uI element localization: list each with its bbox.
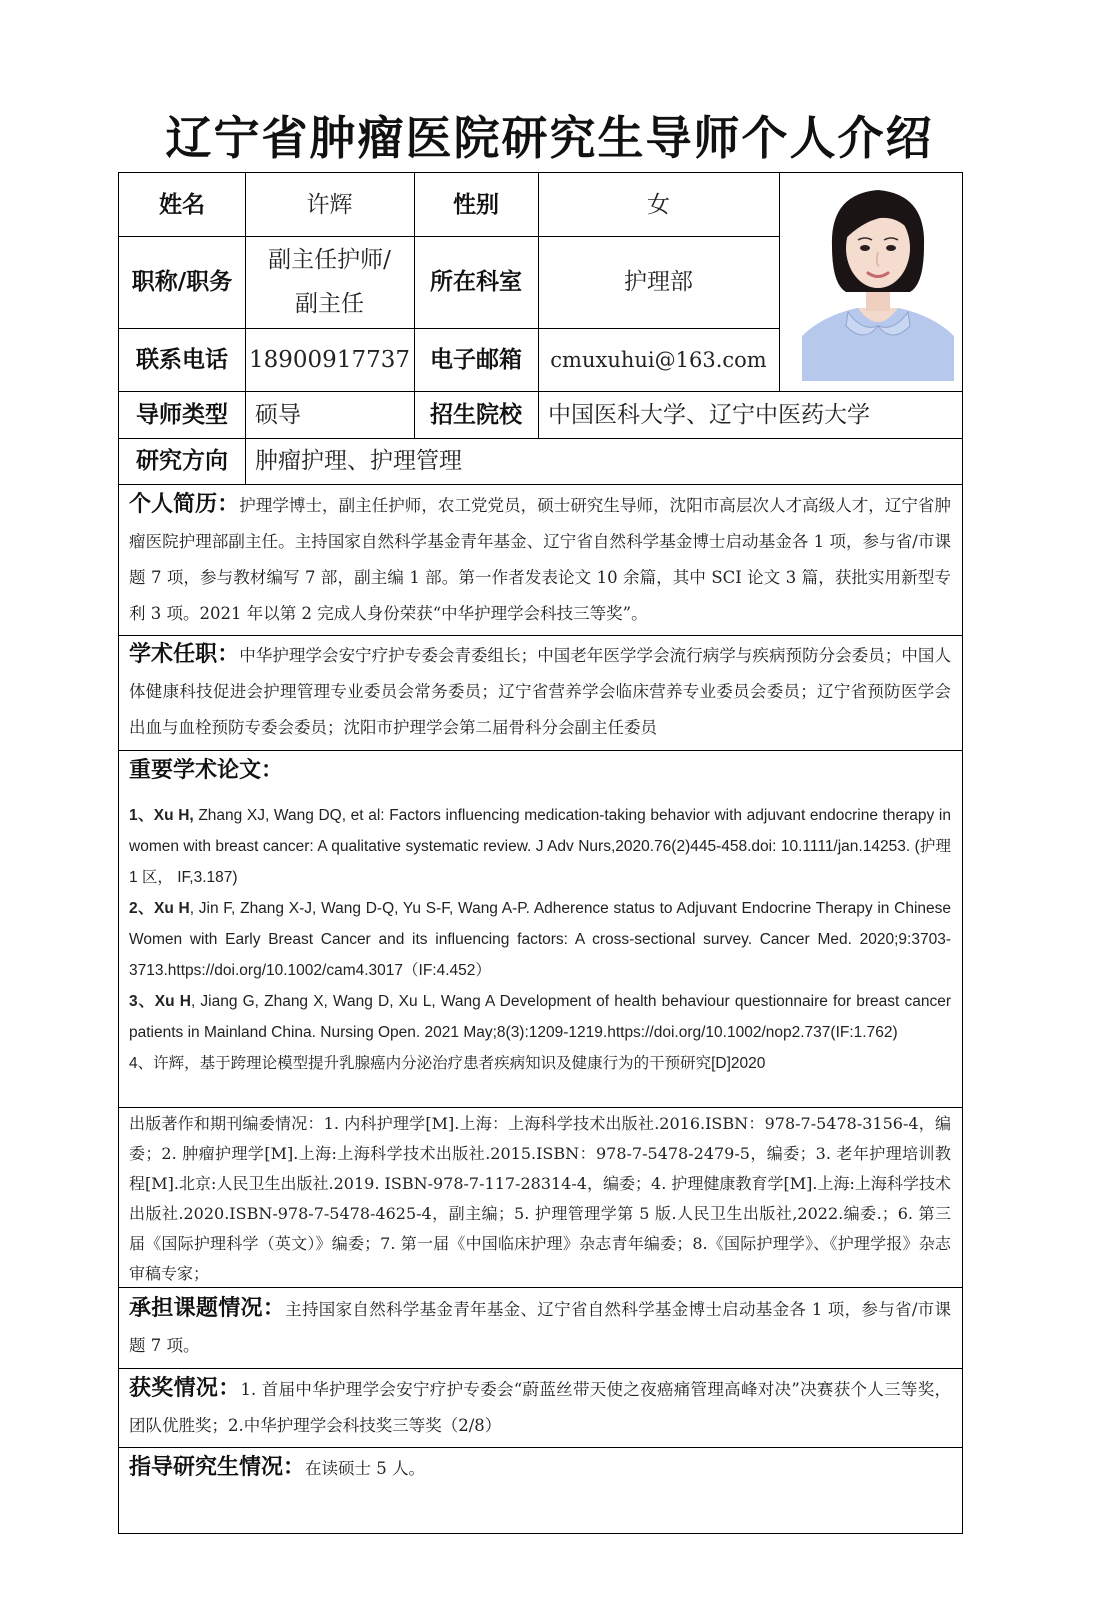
email-value: cmuxuhui@163.com xyxy=(550,347,767,372)
tutor-type-value: 硕导 xyxy=(255,401,301,428)
school-value: 中国医科大学、辽宁中医药大学 xyxy=(548,401,870,428)
paper-item: 4、许辉，基于跨理论模型提升乳腺癌内分泌治疗患者疾病知识及健康行为的干预研究[D]2020 xyxy=(129,1055,766,1072)
research-value: 肿瘤护理、护理管理 xyxy=(255,448,462,474)
title-value xyxy=(245,236,414,328)
papers-heading: 重要学术论文： xyxy=(129,758,284,783)
positions-section xyxy=(129,637,951,746)
name-label: 姓名 xyxy=(159,191,205,218)
email-label: 电子邮箱 xyxy=(430,346,522,373)
profile-table xyxy=(118,172,963,1534)
publications-section: 出版著作和期刊编委情况：1. 内科护理学[M].上海：上海科学技术出版社.2016.ISBN：978-7-5478-3156-4，编委；2. 肿瘤护理学[M].上海:上海科学技术出版社.2015.ISBN：978-7-5478-2479-5，编委；3. 老年护理培训教程[M].北京:人民卫生出版社.2019. ISBN-978-7-117-28314-4，编委；4. 护理健康教育学[M].上海:上海科学技术出版社.2020.ISBN-978-7-5478-4625-4，副主编；5. 护理管理学第 5 版.人民卫生出版社,2022.编委.；6. 第三届《国际护理科学（英文）》编委；7. 第一届《中国临床护理》杂志青年编委；8.《国际护理学》、《护理学报》杂志审稿专家； xyxy=(129,1114,951,1283)
projects-section xyxy=(129,1291,951,1364)
projects-heading: 承担课题情况： xyxy=(129,1296,286,1321)
tutor-type-label: 导师类型 xyxy=(136,401,228,428)
positions-text: 中华护理学会安宁疗护专委会青委组长；中国老年医学学会流行病学与疾病预防分会委员；中国人体健康科技促进会护理管理专业委员会常务委员；辽宁省营养学会临床营养专业委员会委员；辽宁省预防医学会出血与血栓预防专委会委员；沈阳市护理学会第二届骨科分会副主任委员 xyxy=(129,646,951,737)
resume-heading: 个人简历： xyxy=(129,492,240,517)
paper-item: 1、Xu H, Zhang XJ, Wang DQ, et al: Factors influencing medication-taking behavior with adjuvant endocrine therapy in women with breast cancer: A qualitative systematic review. J Adv Nurs,2020.76(2)445-458.doi: 10.1111/jan.14253. (护理 1 区， IF,3.187) xyxy=(129,807,951,886)
resume-text: 护理学博士，副主任护师，农工党党员，硕士研究生导师，沈阳市高层次人才高级人才，辽宁省肿瘤医院护理部副主任。主持国家自然科学基金青年基金、辽宁省自然科学基金博士启动基金各 1 项，参与省/市课题 7 项，参与教材编写 7 部，副主编 1 部。第一作者发表论文 10 余篇，其中 SCI 论文 3 篇，获批实用新型专利 3 项。2021 年以第 2 完成人身份荣获“中华护理学会科技三等奖”。 xyxy=(129,496,951,623)
awards-section xyxy=(129,1371,951,1444)
phone-label: 联系电话 xyxy=(136,346,228,373)
title-value-line-2: 副主任 xyxy=(295,291,364,317)
department-value: 护理部 xyxy=(624,269,693,295)
school-label: 招生院校 xyxy=(430,401,522,428)
research-label: 研究方向 xyxy=(136,448,228,474)
paper-list xyxy=(129,800,951,1079)
awards-text: 1. 首届中华护理学会安宁疗护专委会“蔚蓝丝带天使之夜癌痛管理高峰对决”决赛获个人三等奖，团队优胜奖；2.中华护理学会科技奖三等奖（2/8） xyxy=(129,1380,951,1435)
paper-item: 3、Xu H, Jiang G, Zhang X, Wang D, Xu L, Wang A Development of health behaviour questionnaire for breast cancer patients in Mainland China. Nursing Open. 2021 May;8(3):1209-1219.https://doi.org/10.1002/nop2.737(IF:1.762) xyxy=(129,993,952,1041)
page-title: 辽宁省肿瘤医院研究生导师个人介绍 xyxy=(165,111,934,165)
portrait-image xyxy=(802,176,954,381)
profile-photo xyxy=(802,176,954,381)
papers-heading-block xyxy=(129,753,951,790)
students-heading: 指导研究生情况： xyxy=(129,1455,306,1480)
title-label: 职称/职务 xyxy=(131,269,233,295)
gender-label: 性别 xyxy=(453,191,499,218)
title-value-line-1: 副主任护师/ xyxy=(268,247,391,273)
gender-value: 女 xyxy=(647,191,670,218)
awards-heading: 获奖情况： xyxy=(129,1376,241,1401)
phone-value: 18900917737 xyxy=(249,346,410,373)
paper-item: 2、Xu H, Jin F, Zhang X-J, Wang D-Q, Yu S-F, Wang A-P. Adherence status to Adjuvant Endocrine Therapy in Chinese Women with Early Breast Cancer and its influencing factors: A cross-sectional survey. Cancer Med. 2020;9:3703-3713.https://doi.org/10.1002/cam4.3017（IF:4.452） xyxy=(129,900,951,979)
resume-section xyxy=(129,487,951,632)
projects-text: 主持国家自然科学基金青年基金、辽宁省自然科学基金博士启动基金各 1 项，参与省/市课题 7 项。 xyxy=(129,1300,951,1355)
name-value: 许辉 xyxy=(306,191,353,218)
students-text: 在读硕士 5 人。 xyxy=(305,1459,426,1478)
positions-heading: 学术任职： xyxy=(129,642,240,667)
students-section xyxy=(129,1450,951,1487)
department-label: 所在科室 xyxy=(430,269,522,295)
